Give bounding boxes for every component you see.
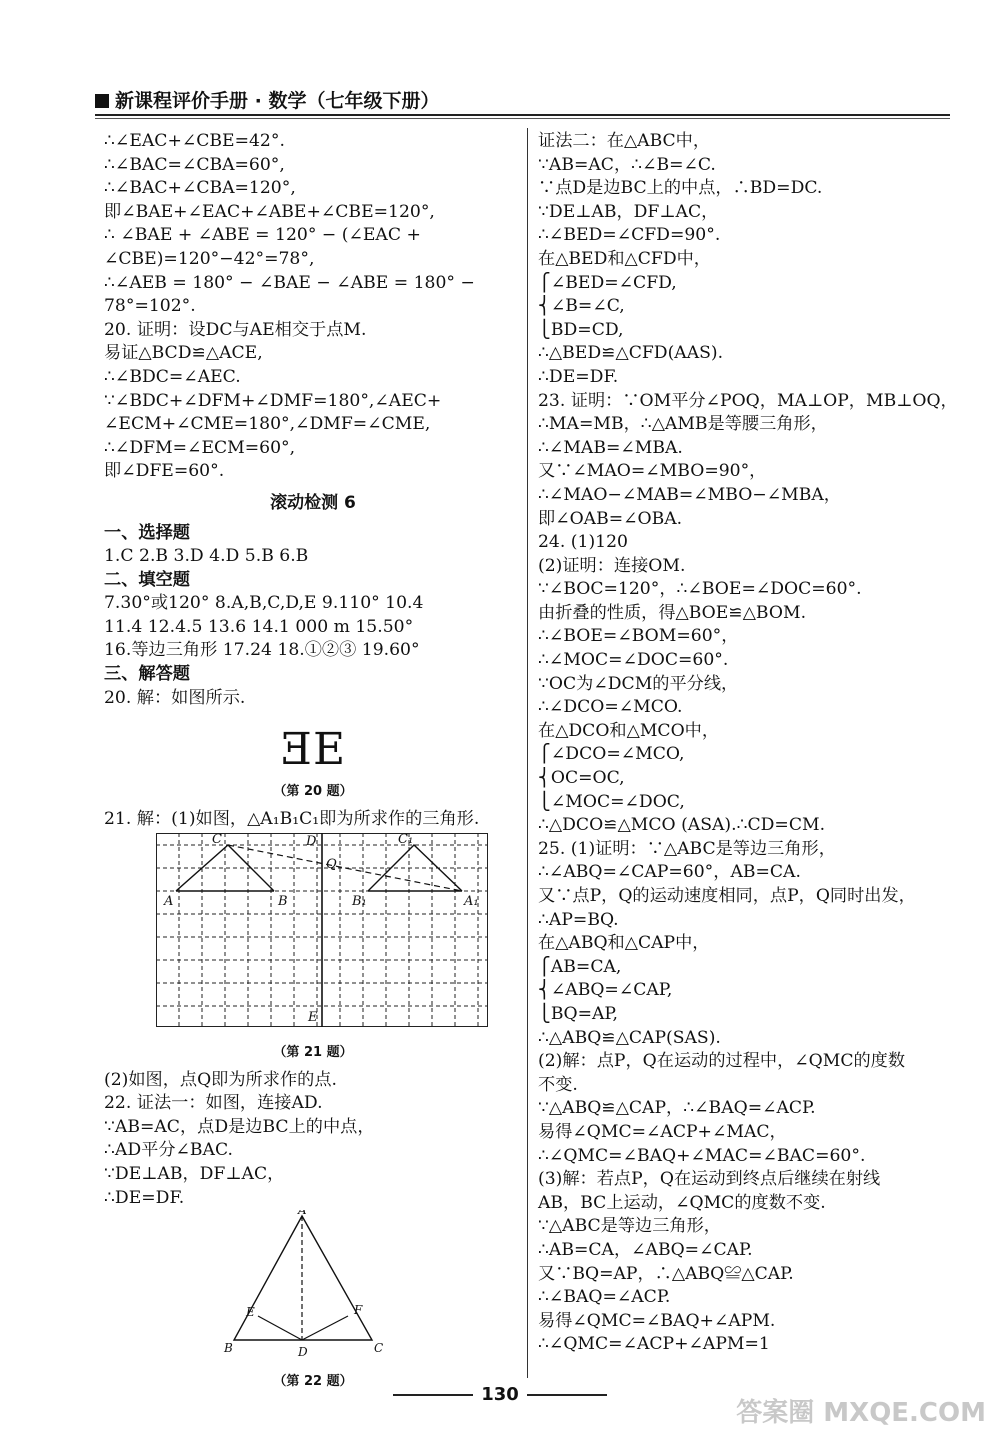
answers-line: 20. 解：如图所示. (104, 687, 246, 708)
header-rule-thin (95, 118, 950, 119)
right-column (538, 130, 958, 1357)
label-e: E (308, 1010, 318, 1026)
answers-line: 16.等边三角形 17.24 18.①②③ 19.60° (104, 640, 420, 661)
right-col-line: ⎨∠B=∠C, (538, 296, 625, 317)
left-top-line: ∴∠AEB = 180° − ∠BAE − ∠ABE = 180° − (104, 272, 475, 293)
tri-label-b: B (224, 1341, 233, 1356)
right-col-line: ∴∠ABQ=∠CAP=60°，AB=CA. (538, 862, 801, 883)
right-col-line: 由折叠的性质，得△BOE≌△BOM. (538, 602, 807, 623)
right-col-line: ⎧∠BED=∠CFD, (538, 272, 677, 293)
label-c1: C₁ (398, 833, 414, 848)
left-bottom-line: ∴DE=DF. (104, 1187, 185, 1208)
label-a: A (164, 894, 174, 910)
left-bottom-line: ∴AD平分∠BAC. (104, 1140, 233, 1161)
right-col-line: 易得∠QMC=∠ACP+∠MAC， (538, 1121, 787, 1142)
right-col-line: 又∵点P，Q的运动速度相同，点P，Q同时出发， (538, 886, 916, 906)
right-col-line: ⎨OC=OC, (538, 768, 625, 789)
right-col-line: ∴AP=BQ. (538, 909, 619, 930)
triangle-abc-22 (234, 1216, 372, 1340)
left-top-line: 即∠BAE+∠EAC+∠ABE+∠CBE=120°, (104, 201, 435, 222)
right-col-line: ∴∠MAB=∠MBA. (538, 437, 683, 458)
left-column (104, 130, 522, 1397)
left-top-line: 易证△BCD≌△ACE, (104, 343, 263, 364)
page-header (95, 86, 439, 113)
q21-line: 21. 解：(1)如图，△A₁B₁C₁即为所求作的三角形. (104, 808, 480, 829)
right-col-line: ∴∠QMC=∠BAQ+∠MAC=∠BAC=60°. (538, 1145, 866, 1166)
page-number: 130 (481, 1384, 519, 1405)
left-bottom-line: (2)如图，点Q即为所求作的点. (104, 1069, 337, 1090)
label-a1: A₁ (464, 894, 479, 910)
left-top-line: ∴∠BAC+∠CBA=120°, (104, 178, 296, 199)
answer-block (104, 522, 522, 711)
figure-21-grid (156, 833, 488, 1027)
right-col-line: ∵△ABQ≌△CAP，∴∠BAQ=∠ACP. (538, 1098, 816, 1119)
right-col-line: ∵△ABC是等边三角形， (538, 1216, 721, 1237)
figure-20-caption: （第 20 题） (273, 784, 353, 800)
right-col-line: 在△DCO和△MCO中， (538, 720, 720, 741)
right-col-line: 23. 证明：∵OM平分∠POQ，MA⊥OP，MB⊥OQ， (538, 390, 958, 411)
left-top-line: ∴∠BAC=∠CBA=60°, (104, 154, 285, 175)
left-top-line: 78°=102°. (104, 296, 196, 317)
tri-label-e: E (246, 1305, 255, 1320)
left-bottom-line: ∵AB=AC，点D是边BC上的中点， (104, 1116, 375, 1137)
tri-label-f: F (354, 1303, 363, 1318)
right-col-line: 易得∠QMC=∠BAQ+∠APM. (538, 1310, 776, 1331)
right-col-line: ∵OC为∠DCM的平分线， (538, 673, 739, 694)
left-top-line: ∵∠BDC+∠DFM+∠DMF=180°,∠AEC+ (104, 390, 442, 411)
label-q: Q (326, 857, 337, 873)
answers-line: 二、填空题 (104, 569, 190, 590)
right-col-line: ∴AB=CA，∠ABQ=∠CAP. (538, 1239, 753, 1260)
right-col-line: ⎩BQ=AP, (538, 1003, 618, 1024)
right-col-line: ∴∠BED=∠CFD=90°. (538, 225, 721, 246)
label-d: D (306, 834, 317, 850)
right-col-line: ∴∠QMC=∠ACP+∠APM=1 (538, 1334, 770, 1355)
right-col-line: (3)解：若点P，Q在运动到终点后继续在射线 (538, 1169, 881, 1190)
header-mark-icon (95, 94, 109, 108)
column-divider (527, 128, 528, 1378)
right-col-line: ∵点D是边BC上的中点，∴BD=DC. (538, 178, 823, 199)
tri-label-d: D (298, 1345, 308, 1360)
right-col-line: 25. (1)证明：∵△ABC是等边三角形， (538, 838, 836, 859)
figure-20: ƎE (280, 724, 346, 776)
label-c: C (212, 833, 222, 848)
watermark: 答案圈 MXQE.COM (736, 1398, 986, 1428)
figure-22-caption: （第 22 题） (273, 1373, 353, 1389)
line-df-22 (302, 1316, 348, 1340)
right-col-line: ∴∠MAO−∠MAB=∠MBO−∠MBA， (538, 484, 841, 505)
label-b: B (278, 894, 288, 910)
left-top-block (104, 130, 522, 484)
right-col-line: ⎩BD=CD, (538, 319, 624, 340)
right-col-line: 不变. (538, 1074, 578, 1095)
answers-line: 1.C 2.B 3.D 4.D 5.B 6.B (104, 546, 309, 567)
left-top-line: ∴ ∠BAE + ∠ABE = 120° − (∠EAC + (104, 225, 421, 246)
right-col-line: 又∵∠MAO=∠MBO=90°， (538, 461, 767, 482)
header-title: 新课程评价手册 · 数学（七年级下册） (115, 90, 440, 112)
right-col-line: ∴∠BOE=∠BOM=60°， (538, 626, 739, 647)
left-bottom-line: ∵DE⊥AB，DF⊥AC， (104, 1164, 285, 1184)
section-title: 滚动检测 6 (270, 492, 356, 513)
right-col-line: ∴△BED≌△CFD(AAS). (538, 343, 724, 364)
right-col-line: ∵DE⊥AB，DF⊥AC， (538, 201, 719, 222)
label-b1: B₁ (352, 894, 367, 910)
right-col-line: ⎨∠ABQ=∠CAP, (538, 980, 673, 1001)
right-col-line: ∵AB=AC，∴∠B=∠C. (538, 154, 716, 175)
left-top-line: 即∠DFE=60°. (104, 461, 225, 482)
right-col-line: ⎧AB=CA, (538, 956, 622, 977)
right-col-line: ∴△ABQ≌△CAP(SAS). (538, 1027, 721, 1048)
line-de-22 (258, 1316, 302, 1340)
footer-ornament-left (393, 1394, 473, 1396)
right-col-line: ⎩∠MOC=∠DOC, (538, 791, 685, 812)
left-top-line: ∴∠BDC=∠AEC. (104, 366, 241, 387)
left-top-line: ∴∠EAC+∠CBE=42°. (104, 131, 285, 151)
right-col-line: 又∵BQ=AP，∴△ABQ≌△CAP. (538, 1263, 794, 1284)
left-bottom-block (104, 1069, 522, 1211)
right-col-line: ∴△DCO≌△MCO (ASA).∴CD=CM. (538, 815, 826, 836)
right-col-line: (2)解：点P，Q在运动的过程中，∠QMC的度数 (538, 1051, 906, 1072)
right-col-line: ∴∠MOC=∠DOC=60°. (538, 650, 729, 671)
right-col-line: 在△ABQ和△CAP中， (538, 933, 710, 954)
right-col-line: ∴∠DCO=∠MCO. (538, 697, 683, 718)
tri-label-c: C (374, 1341, 384, 1356)
answers-line: 三、解答题 (104, 664, 190, 685)
tri-label-a: A (298, 1210, 307, 1218)
footer-ornament-right (527, 1394, 607, 1396)
right-col-line: 证法二：在△ABC中， (538, 131, 711, 151)
right-col-line: 即∠OAB=∠OBA. (538, 508, 683, 529)
header-rule (95, 114, 950, 116)
answers-line: 11.4 12.4.5 13.6 14.1 000 m 15.50° (104, 616, 414, 637)
right-col-line: ∴MA=MB，∴△AMB是等腰三角形， (538, 414, 828, 435)
figure-22-triangle (104, 1210, 522, 1360)
left-top-line: 20. 证明：设DC与AE相交于点M. (104, 319, 367, 340)
right-col-line: ∴DE=DF. (538, 366, 619, 387)
figure-21-caption: （第 21 题） (273, 1045, 353, 1061)
right-col-line: 24. (1)120 (538, 532, 628, 553)
answers-line: 7.30°或120° 8.A,B,C,D,E 9.110° 10.4 (104, 593, 424, 614)
right-col-line: (2)证明：连接OM. (538, 555, 686, 576)
left-top-line: ∠CBE)=120°−42°=78°, (104, 248, 315, 269)
right-col-line: ∴∠BAQ=∠ACP. (538, 1287, 671, 1308)
right-col-line: ⎧∠DCO=∠MCO, (538, 744, 685, 765)
left-bottom-line: 22. 证法一：如图，连接AD. (104, 1093, 323, 1114)
right-col-line: AB，BC上运动，∠QMC的度数不变. (538, 1192, 826, 1213)
left-top-line: ∠ECM+∠CME=180°,∠DMF=∠CME, (104, 414, 431, 435)
answers-line: 一、选择题 (104, 522, 190, 543)
right-col-line: 在△BED和△CFD中， (538, 248, 711, 269)
left-top-line: ∴∠DFM=∠ECM=60°, (104, 437, 296, 458)
right-col-line: ∵∠BOC=120°，∴∠BOE=∠DOC=60°. (538, 579, 862, 600)
